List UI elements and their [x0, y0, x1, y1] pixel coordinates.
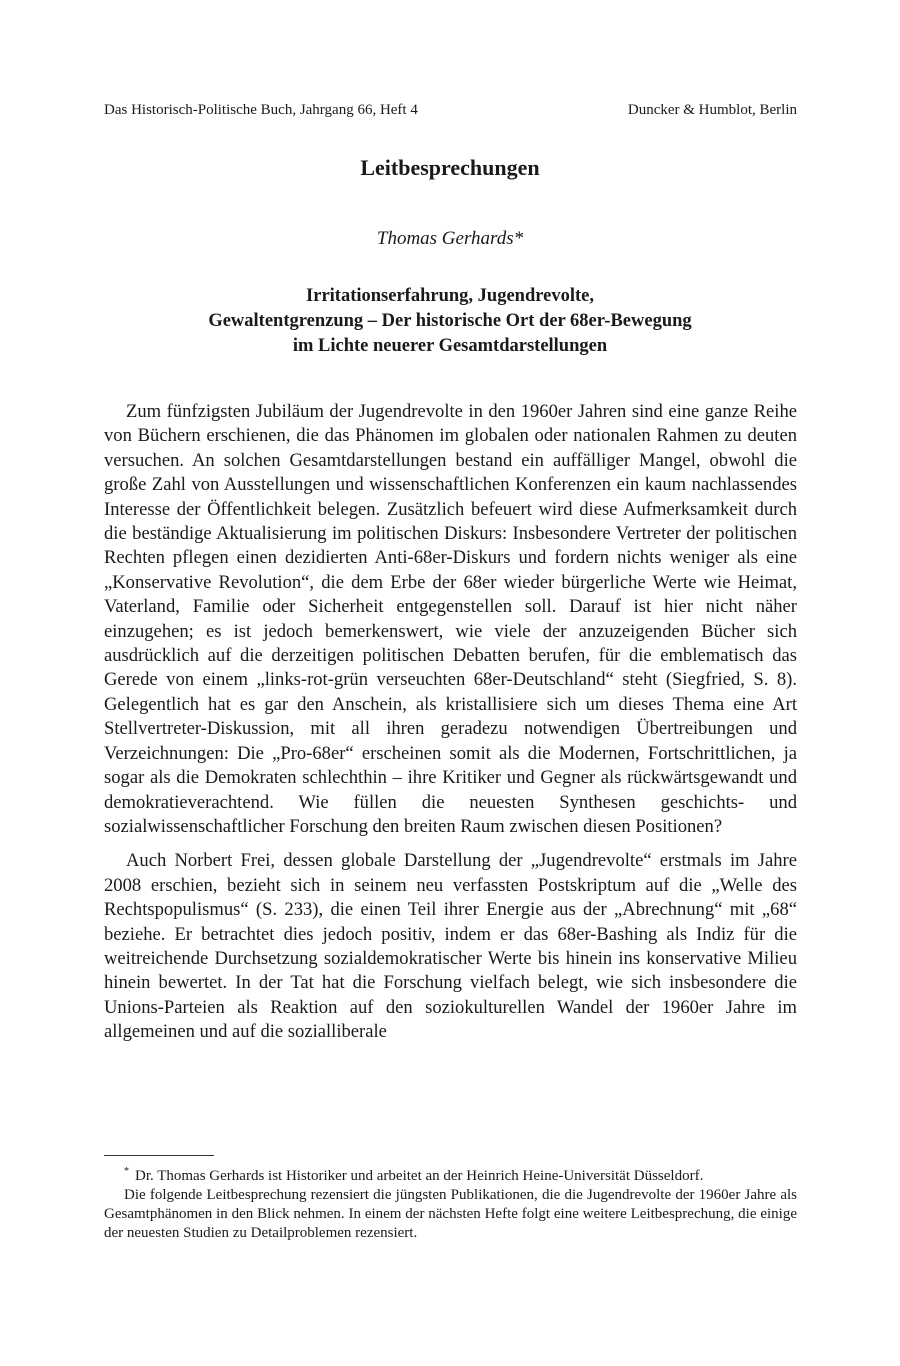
- footnote-2: Die folgende Leitbesprechung rezensiert die jüngsten Publikationen, die die Jugendrevolte der 1960er Jahre als Gesamtphänomen in den Blick nehmen. In einem der nächsten Hefte folgt eine weitere Leitbesprechung, die einige der neuesten Studien zu Detailproblemen rezensiert.: [104, 1187, 797, 1241]
- footnote-1-text: Dr. Thomas Gerhards ist Historiker und arbeitet an der Heinrich Heine-Universität Düsseldorf.: [135, 1168, 704, 1184]
- author-name: Thomas Gerhards*: [376, 228, 524, 249]
- article-title-line-3: im Lichte neuerer Gesamtdarstellungen: [292, 336, 608, 356]
- article-title-line-1: Irritationserfahrung, Jugendrevolte,: [306, 286, 594, 306]
- article-title-line-2: Gewaltentgrenzung – Der historische Ort der 68er-Bewegung: [208, 311, 692, 331]
- footnote-separator: [104, 1155, 214, 1156]
- footnote-1: [104, 1167, 797, 1186]
- publisher-info: Duncker & Humblot, Berlin: [627, 102, 797, 118]
- footnotes: [104, 1167, 797, 1243]
- footnote-mark: *: [124, 1166, 129, 1177]
- article-body: [104, 400, 797, 1055]
- running-header: [104, 102, 797, 119]
- body-paragraph-2: Auch Norbert Frei, dessen globale Darstellung der „Jugendrevolte“ erstmals im Jahre 2008 erschien, bezieht sich in seinem neu verfassten Postskriptum auf die „Welle des Rechtspopulismus“ (S. 233), die einen Teil ihrer Energie aus der „Abrechnung“ mit „68“ beziehe. Er betrachtet dies jedoch positiv, indem er das 68er-Bashing als Indiz für die weitreichende Durchsetzung sozialdemokratischer Werte bis hinein ins konservative Milieu hinein bewertet. In der Tat hat die Forschung vielfach belegt, wie sich insbesondere die Unions-Parteien als Reaktion auf den soziokulturellen Wandel der 1960er Jahre im allgemeinen und auf die sozialliberale: [104, 850, 797, 1043]
- journal-info: Das Historisch-Politische Buch, Jahrgang 66, Heft 4: [104, 102, 418, 118]
- article-title: [0, 284, 900, 359]
- section-title: Leitbesprechungen: [360, 155, 540, 180]
- body-paragraph-1: Zum fünfzigsten Jubiläum der Jugendrevolte in den 1960er Jahren sind eine ganze Reihe von Büchern erschienen, die das Phänomen im globalen oder nationalen Rahmen zu deuten versuchen. An solchen Gesamtdarstellungen bestand ein auffälliger Mangel, obwohl die große Zahl von Ausstellungen und wissenschaftlichen Konferenzen ein kaum nachlassendes Interesse der Öffentlichkeit belegen. Zusätzlich befeuert wird diese Aufmerksamkeit durch die beständige Aktualisierung im politischen Diskurs: Insbesondere Vertreter der politischen Rechten pflegen einen dezidierten Anti-68er-Diskurs und fordern nichts weniger als eine „Konservative Revolution“, die dem Erbe der 68er wieder bürgerliche Werte wie Heimat, Vaterland, Familie oder Sicherheit entgegenstellen soll. Darauf ist hier nicht näher einzugehen; es ist jedoch bemerkenswert, wie viele der anzuzeigenden Bücher sich ausdrücklich auf die derzeitigen politischen Debatten berufen, für die emblematisch das Gerede von einem „links-rot-grün verseuchten 68er-Deutschland“ steht (Siegfried, S. 8). Gelegentlich hat es gar den Anschein, als kristallisiere sich um dieses Thema eine Art Stellvertreter-Diskussion, mit all ihren geradezu notwendigen Übertreibungen und Verzeichnungen: Die „Pro-68er“ erscheinen somit als die Modernen, Fortschrittlichen, ja sogar als die Demokraten schlechthin – ihre Kritiker und Gegner als rückwärtsgewandt und demokratieverachtend. Wie füllen die neuesten Synthesen geschichts- und sozialwissenschaftlicher Forschung den breiten Raum zwischen diesen Positionen?: [104, 401, 797, 837]
